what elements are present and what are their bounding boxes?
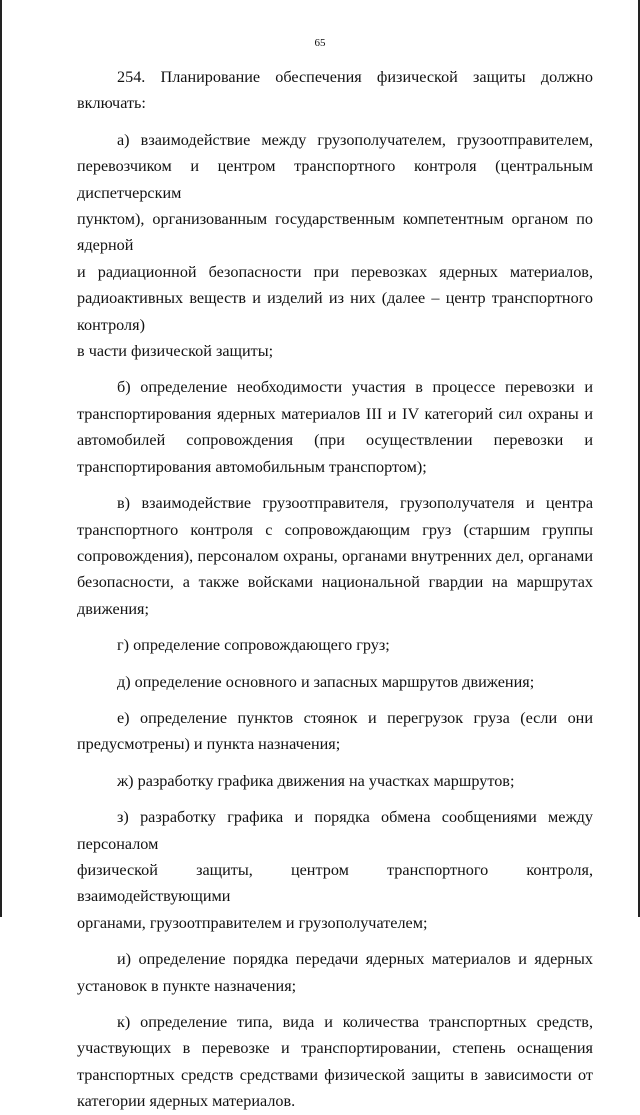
paragraph-pv: [77, 490, 593, 622]
paragraph-line: предусмотрены) и пункта назначения;: [77, 735, 341, 754]
paragraph-line: категории ядерных материалов.: [77, 1092, 296, 1111]
paragraph-line: б) определение необходимости участия в процессе перевозки и: [117, 378, 593, 397]
paragraph-line: установок в пункте назначения;: [77, 976, 297, 995]
paragraph-pz: [77, 804, 593, 936]
paragraph-line: г) определение сопровождающего груз;: [117, 636, 390, 655]
paragraph-line: транспортного контроля с сопровождающим груз (старшим группы: [77, 520, 593, 539]
paragraph-pg: [77, 632, 593, 658]
paragraph-line: е) определение пунктов стоянок и перегрузок груза (если они: [117, 708, 593, 727]
paragraph-line: сопровождения), персоналом охраны, органами внутренних дел, органами: [77, 546, 593, 565]
paragraph-line: транспортирования автомобильным транспортом);: [77, 457, 427, 476]
paragraph-line: органами, грузоотправителем и грузополучателем;: [77, 913, 428, 932]
paragraph-line: и радиационной безопасности при перевозках ядерных материалов,: [77, 262, 593, 281]
paragraph-line: транспортирования ядерных материалов III и IV категорий сил охраны и: [77, 404, 593, 423]
paragraph-line: перевозчиком и центром транспортного контроля (центральным диспетчерским: [77, 157, 593, 202]
paragraph-pe: [77, 705, 593, 758]
paragraph-pzh: [77, 768, 593, 794]
page-number: 65: [314, 37, 326, 49]
paragraph-line: в) взаимодействие грузоотправителя, грузополучателя и центра: [117, 494, 593, 513]
scan-edge-left: [0, 0, 2, 917]
paragraph-pb: [77, 374, 593, 480]
paragraph-pk: [77, 1009, 593, 1115]
paragraph-line: и) определение порядка передачи ядерных материалов и ядерных: [117, 950, 593, 969]
paragraph-line: ж) разработку графика движения на участках маршрутов;: [117, 771, 515, 790]
paragraph-line: к) определение типа, вида и количества транспортных средств,: [117, 1013, 593, 1031]
paragraph-line: автомобилей сопровождения (при осуществлении перевозки и: [77, 431, 593, 450]
paragraph-line: транспортных средств средствами физической защиты в зависимости от: [77, 1065, 593, 1084]
paragraph-pd: [77, 669, 593, 695]
paragraph-line: д) определение основного и запасных маршрутов движения;: [117, 672, 535, 691]
paragraph-p254: [77, 64, 593, 117]
document-body: [77, 64, 593, 1115]
paragraph-pi: [77, 946, 593, 999]
paragraph-line: пунктом), организованным государственным компетентным органом по ядерной: [77, 210, 593, 255]
paragraph-line: з) разработку графика и порядка обмена сообщениями между персоналом: [77, 808, 593, 853]
paragraph-line: физической защиты, центром транспортного контроля, взаимодействующими: [77, 860, 593, 906]
paragraph-line: в части физической защиты;: [77, 342, 274, 361]
paragraph-line: безопасности, а также войсками национальной гвардии на маршрутах движения;: [77, 573, 593, 618]
paragraph-pa: [77, 127, 593, 365]
paragraph-line: 254. Планирование обеспечения физической защиты должно включать:: [77, 68, 593, 113]
paragraph-line: а) взаимодействие между грузополучателем, грузоотправителем,: [117, 130, 593, 149]
paragraph-line: участвующих в перевозке и транспортировании, степень оснащения: [77, 1039, 593, 1058]
paragraph-line: радиоактивных веществ и изделий из них (далее – центр транспортного контроля): [77, 289, 593, 334]
